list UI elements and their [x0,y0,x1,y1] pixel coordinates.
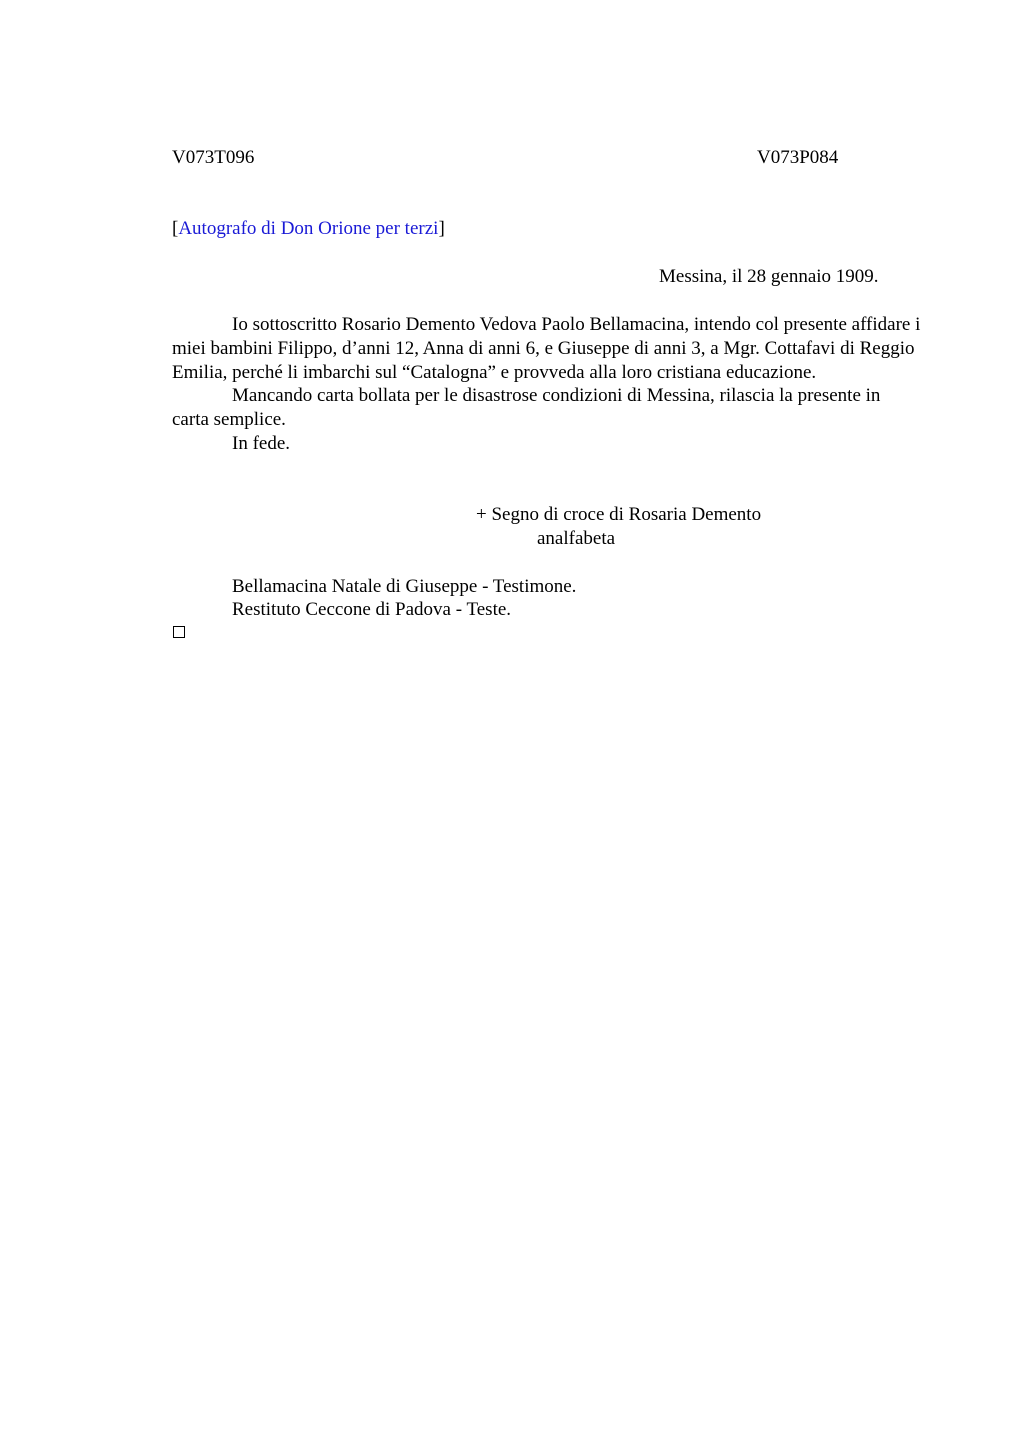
signature-line: + Segno di croce di Rosaria Demento [476,504,762,525]
witness-line: Bellamacina Natale di Giuseppe - Testimone. [232,576,577,597]
heading-open-bracket: [ [172,218,179,239]
paragraph: In fede. [232,432,291,454]
date-line: Messina, il 28 gennaio 1909. [659,266,879,287]
heading-link[interactable]: Autografo di Don Orione per terzi [178,218,439,239]
document-heading [172,217,445,241]
witness-line: Restituto Ceccone di Padova - Teste. [232,599,512,620]
document-code-right: V073P084 [757,147,839,168]
heading-close-bracket: ] [438,218,445,239]
paragraph: Mancando carta bollata per le disastrose condizioni di Messina, rilascia la presente in carta semplice. [172,385,881,431]
hollow-square-icon [173,626,185,638]
paragraph: Io sottoscritto Rosario Demento Vedova Paolo Bellamacina, intendo col presente affidare i miei bambini Filippo, d’anni 12, Anna di anni 6, e Giuseppe di anni 3, a Mgr. Cottafavi di Reggio Emilia, perché li imbarchi sul “Catalogna” e provveda alla loro cristiana educazione. [172,314,921,383]
document-code-left: V073T096 [172,147,255,168]
signature-note: analfabeta [537,528,616,549]
letter-body [172,313,922,456]
